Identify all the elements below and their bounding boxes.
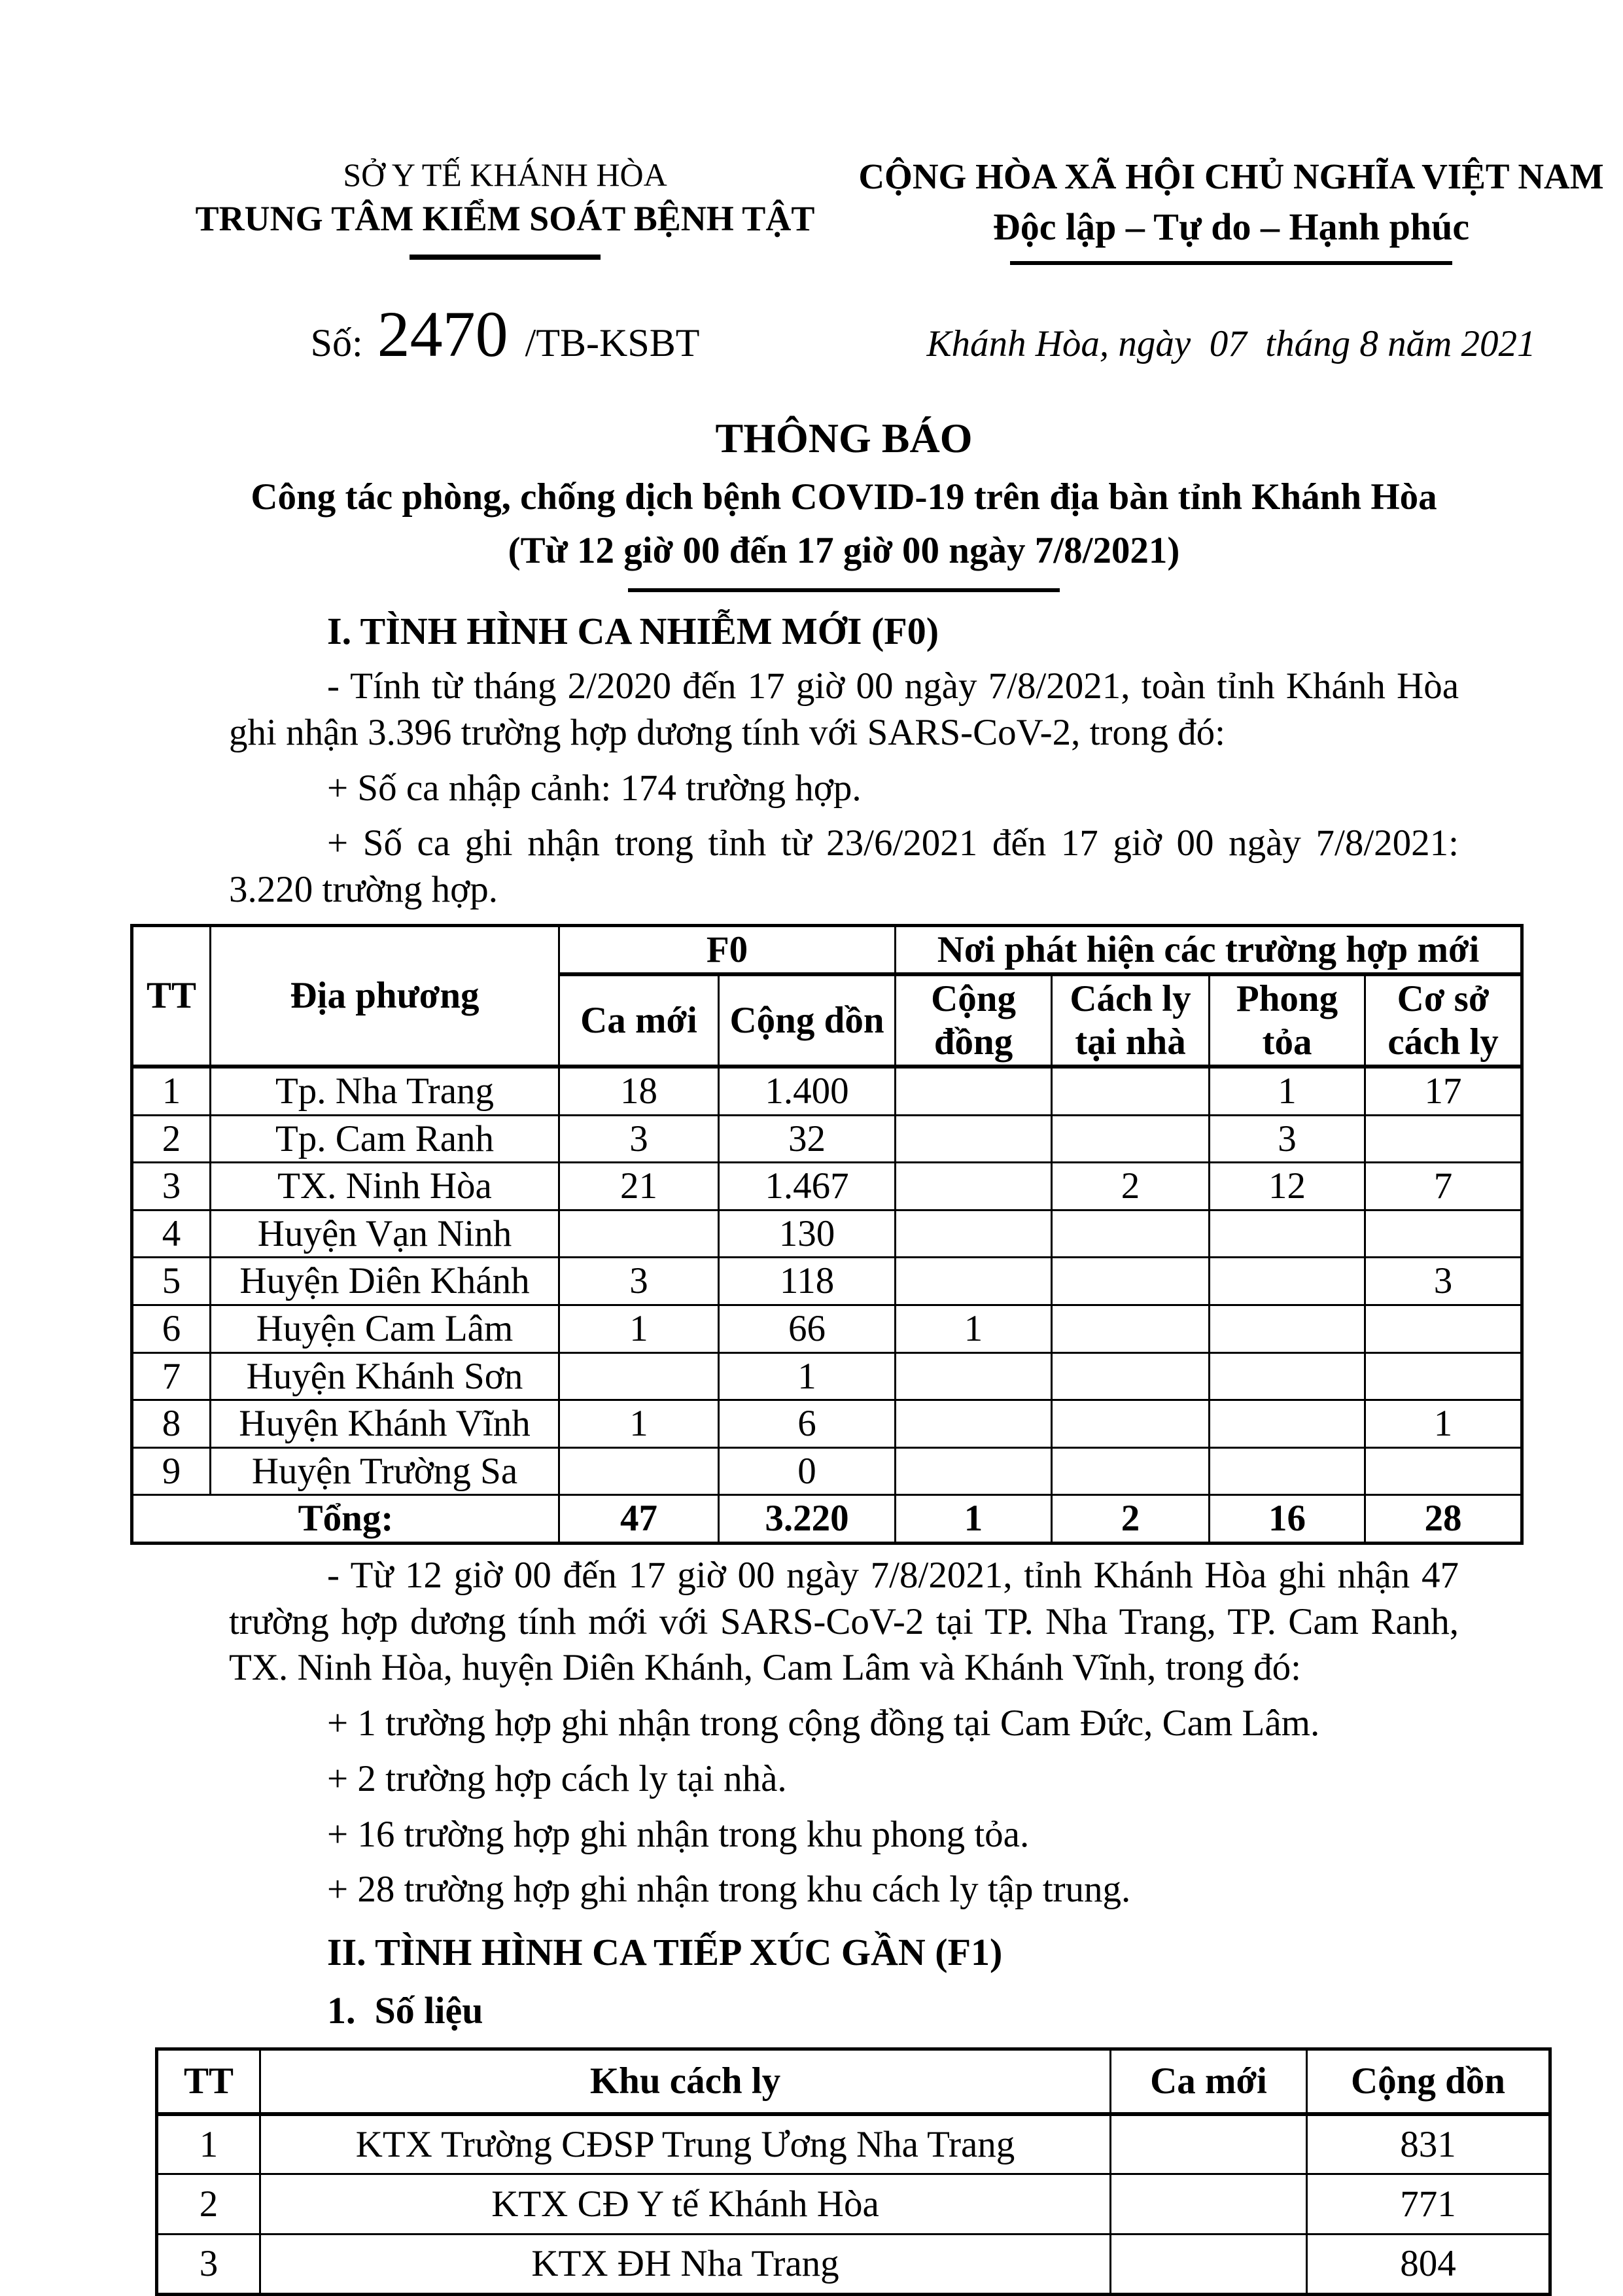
table-row [132,1258,1522,1305]
cell-community [896,1352,1052,1400]
cell-home [1052,1305,1210,1352]
table-row [132,1115,1522,1163]
cell-lockdown: 1 [1210,1067,1365,1115]
cell-facility [1365,1115,1522,1163]
cell-new: 18 [559,1067,719,1115]
cell-tt: 7 [132,1352,211,1400]
cell-home [1052,1210,1210,1258]
doc-number-row [0,296,1623,372]
cell-new [559,1447,719,1495]
cell-cum: 1 [719,1352,896,1400]
cell-facility [1365,1447,1522,1495]
col-header-cumulative: Cộng dồn [719,974,896,1067]
doc-number [152,296,858,372]
col-header-tt: TT [132,925,211,1067]
org-name: TRUNG TÂM KIỂM SOÁT BỆNH TẬT [195,199,815,238]
cell-tt: 8 [132,1400,211,1448]
cell-cum: 1.467 [719,1163,896,1210]
cell-district: Huyện Vạn Ninh [211,1210,559,1258]
table-row [157,2234,1550,2295]
org-parent-name: SỞ Y TẾ KHÁNH HÒA [343,156,667,193]
cell-tt: 2 [132,1115,211,1163]
cell-tt: 4 [132,1210,211,1258]
national-title: CỘNG HÒA XÃ HỘI CHỦ NGHĨA VIỆT NAM [858,156,1604,196]
table-row [132,1447,1522,1495]
cell-district: Tp. Cam Ranh [211,1115,559,1163]
summary-bullet-2: + 2 trường hợp cách ly tại nhà. [327,1757,787,1799]
cell-tt: 1 [157,2114,260,2174]
col-group-f0: F0 [559,925,896,974]
table-row [157,2114,1550,2174]
cell-cum: 32 [719,1115,896,1163]
cell-facility: 7 [1365,1163,1522,1210]
f0-by-district-table [130,924,1524,1545]
cell-home [1052,1258,1210,1305]
title-underline [628,588,1060,592]
col-header-cumulative: Cộng dồn [1307,2049,1550,2114]
cell-new [1111,2234,1307,2295]
cell-home [1052,1067,1210,1115]
total-facility: 28 [1365,1495,1522,1544]
cell-new [559,1210,719,1258]
cell-cum: 771 [1307,2174,1550,2234]
national-motto: Độc lập – Tự do – Hạnh phúc [992,205,1470,248]
total-cum: 3.220 [719,1495,896,1544]
cell-lockdown [1210,1210,1365,1258]
cell-tt: 1 [132,1067,211,1115]
col-header-district: Địa phương [211,925,559,1067]
cell-facility [1365,1352,1522,1400]
summary-bullet-3: + 16 trường hợp ghi nhận trong khu phong tỏa. [327,1813,1030,1855]
cell-community [896,1258,1052,1305]
cell-home [1052,1115,1210,1163]
doc-number-label: Số: [310,321,363,365]
cell-new [559,1352,719,1400]
national-motto-block [858,156,1604,265]
cell-zone: KTX CĐ Y tế Khánh Hòa [260,2174,1111,2234]
cell-zone: KTX ĐH Nha Trang [260,2234,1111,2295]
section-2-heading: II. TÌNH HÌNH CA TIẾP XÚC GẦN (F1) [327,1930,1003,1973]
section-1-bullet-2: + Số ca ghi nhận trong tỉnh từ 23/6/2021 đến 17 giờ 00 ngày 7/8/2021: 3.220 trường hợp. [229,822,1459,910]
cell-community [896,1400,1052,1448]
table-row [157,2174,1550,2234]
cell-lockdown [1210,1258,1365,1305]
cell-tt: 2 [157,2174,260,2234]
cell-tt: 3 [157,2234,260,2295]
cell-tt: 5 [132,1258,211,1305]
cell-district: Tp. Nha Trang [211,1067,559,1115]
cell-community: 1 [896,1305,1052,1352]
section-2-subheading: 1. Số liệu [327,1989,483,2032]
cell-cum: 66 [719,1305,896,1352]
cell-district: Huyện Diên Khánh [211,1258,559,1305]
cell-new [1111,2114,1307,2174]
cell-new: 1 [559,1305,719,1352]
title-block [229,412,1459,592]
total-home: 2 [1052,1495,1210,1544]
total-community: 1 [896,1495,1052,1544]
issuing-org-block [152,156,858,265]
cell-home [1052,1352,1210,1400]
cell-tt: 6 [132,1305,211,1352]
cell-tt: 9 [132,1447,211,1495]
summary-bullet-4: + 28 trường hợp ghi nhận trong khu cách ly tập trung. [327,1869,1131,1911]
table-row [132,1067,1522,1115]
col-header-home-quarantine: Cách ly tại nhà [1052,974,1210,1067]
cell-cum: 1.400 [719,1067,896,1115]
cell-cum: 804 [1307,2234,1550,2295]
cell-lockdown [1210,1352,1365,1400]
section-1-intro: - Tính từ tháng 2/2020 đến 17 giờ 00 ngày 7/8/2021, toàn tỉnh Khánh Hòa ghi nhận 3.396 trường hợp dương tính với SARS-CoV-2, trong đó: [229,665,1459,753]
cell-home [1052,1400,1210,1448]
summary-bullet-1: + 1 trường hợp ghi nhận trong cộng đồng tại Cam Đức, Cam Lâm. [327,1703,1320,1744]
cell-tt: 3 [132,1163,211,1210]
cell-new: 3 [559,1258,719,1305]
col-header-community: Cộng đồng [896,974,1052,1067]
cell-community [896,1163,1052,1210]
section-1-bullet-1: + Số ca nhập cảnh: 174 trường hợp. [327,767,862,809]
col-header-facility: Cơ sở cách ly [1365,974,1522,1067]
total-lockdown: 16 [1210,1495,1365,1544]
cell-facility: 3 [1365,1258,1522,1305]
cell-cum: 831 [1307,2114,1550,2174]
cell-district: Huyện Trường Sa [211,1447,559,1495]
doc-subtitle: Công tác phòng, chống dịch bệnh COVID-19 trên địa bàn tỉnh Khánh Hòa [251,476,1437,518]
col-header-lockdown: Phong tỏa [1210,974,1365,1067]
doc-number-value: 2470 [377,298,508,371]
cell-lockdown: 12 [1210,1163,1365,1210]
total-new: 47 [559,1495,719,1544]
cell-new: 3 [559,1115,719,1163]
cell-lockdown: 3 [1210,1115,1365,1163]
doc-period: (Từ 12 giờ 00 đến 17 giờ 00 ngày 7/8/2021) [508,529,1180,571]
doc-title: THÔNG BÁO [715,415,973,462]
cell-community [896,1447,1052,1495]
cell-cum: 130 [719,1210,896,1258]
cell-district: Huyện Khánh Vĩnh [211,1400,559,1448]
cell-facility: 1 [1365,1400,1522,1448]
place-date: Khánh Hòa, ngày 07 tháng 8 năm 2021 [926,323,1536,365]
table-row [132,1210,1522,1258]
cell-lockdown [1210,1305,1365,1352]
cell-district: Huyện Khánh Sơn [211,1352,559,1400]
cell-district: Huyện Cam Lâm [211,1305,559,1352]
cell-facility: 17 [1365,1067,1522,1115]
cell-new: 21 [559,1163,719,1210]
cell-new [1111,2174,1307,2234]
table-row [132,1163,1522,1210]
cell-cum: 0 [719,1447,896,1495]
cell-community [896,1067,1052,1115]
col-header-new-cases: Ca mới [1111,2049,1307,2114]
doc-number-suffix: /TB-KSBT [525,321,700,365]
col-header-zone: Khu cách ly [260,2049,1111,2114]
document-header [0,0,1623,265]
col-header-new-cases: Ca mới [559,974,719,1067]
table-row [132,1400,1522,1448]
cell-community [896,1115,1052,1163]
org-underline [410,255,601,260]
section-1-heading: I. TÌNH HÌNH CA NHIỄM MỚI (F0) [327,609,939,652]
table-row [132,1352,1522,1400]
cell-zone: KTX Trường CĐSP Trung Ương Nha Trang [260,2114,1111,2174]
cell-facility [1365,1210,1522,1258]
table-total-row [132,1495,1522,1544]
col-group-location: Nơi phát hiện các trường hợp mới [896,925,1522,974]
cell-facility [1365,1305,1522,1352]
col-header-tt: TT [157,2049,260,2114]
cell-cum: 6 [719,1400,896,1448]
cell-lockdown [1210,1447,1365,1495]
cell-cum: 118 [719,1258,896,1305]
total-label: Tổng: [132,1495,559,1544]
cell-home: 2 [1052,1163,1210,1210]
cell-community [896,1210,1052,1258]
cell-district: TX. Ninh Hòa [211,1163,559,1210]
summary-intro: - Từ 12 giờ 00 đến 17 giờ 00 ngày 7/8/2021, tỉnh Khánh Hòa ghi nhận 47 trường hợp dương tính mới với SARS-CoV-2 tại TP. Nha Trang, TP. Cam Ranh, TX. Ninh Hòa, huyện Diên Khánh, Cam Lâm và Khánh Vĩnh, trong đó: [229,1555,1459,1689]
motto-underline [1010,261,1452,265]
table-row [132,1305,1522,1352]
document-body [146,607,1505,2296]
cell-home [1052,1447,1210,1495]
cell-new: 1 [559,1400,719,1448]
f1-quarantine-table [155,2047,1552,2296]
cell-lockdown [1210,1400,1365,1448]
